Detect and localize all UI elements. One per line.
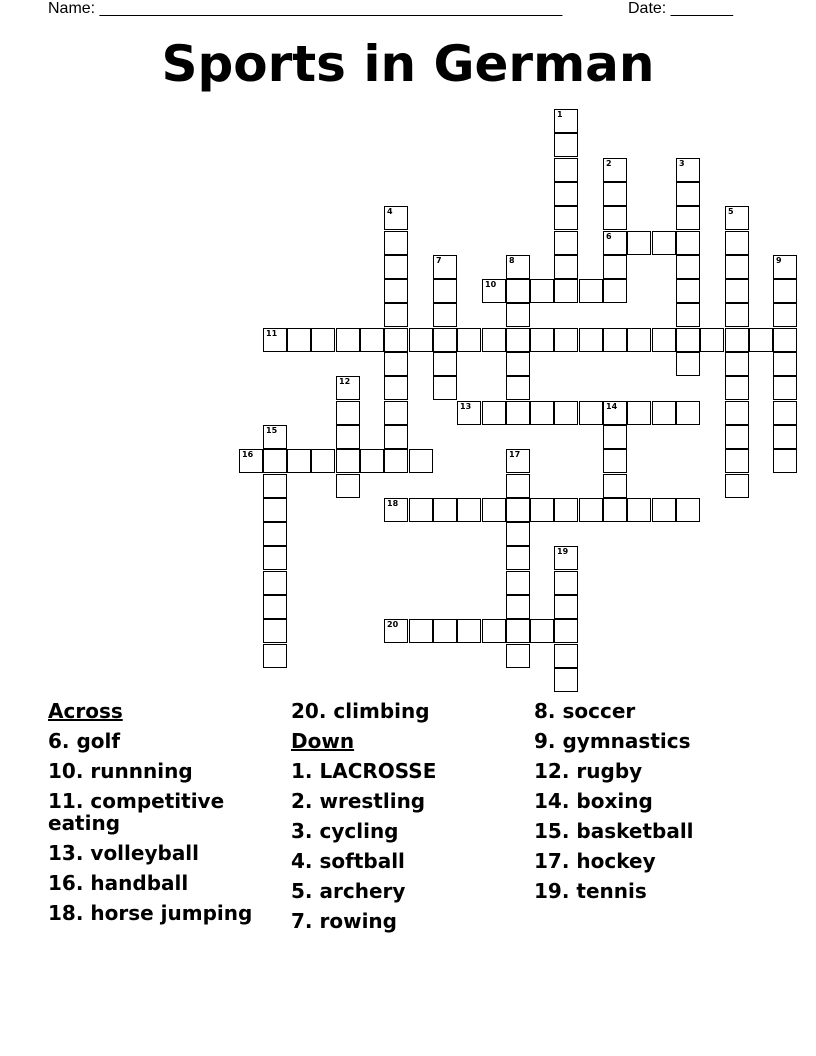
grid-cell[interactable] — [506, 474, 530, 498]
clue-number: 15 — [266, 426, 278, 435]
grid-cell[interactable] — [554, 619, 578, 643]
grid-cell[interactable] — [676, 303, 700, 327]
grid-cell[interactable] — [336, 328, 360, 352]
grid-cell[interactable] — [409, 498, 433, 522]
grid-cell[interactable] — [336, 376, 360, 400]
clue-across-10: 10. runnning — [48, 759, 193, 783]
clue-across-18: 18. horse jumping — [48, 901, 253, 925]
grid-cell[interactable] — [725, 474, 749, 498]
name-field-label: Name: ____________________________________________________ — [48, 0, 563, 17]
grid-cell[interactable] — [603, 231, 627, 255]
grid-cell[interactable] — [433, 303, 457, 327]
grid-cell[interactable] — [603, 401, 627, 425]
grid-cell[interactable] — [676, 182, 700, 206]
grid-cell[interactable] — [603, 158, 627, 182]
clue-number: 16 — [242, 450, 254, 459]
grid-cell[interactable] — [725, 303, 749, 327]
grid-cell[interactable] — [336, 449, 360, 473]
down-heading: Down — [291, 729, 355, 753]
grid-cell[interactable] — [554, 182, 578, 206]
grid-cell[interactable] — [506, 401, 530, 425]
clue-down-15: 15. basketball — [534, 819, 694, 843]
grid-cell[interactable] — [384, 376, 408, 400]
clue-number: 12 — [339, 377, 351, 386]
grid-cell[interactable] — [263, 546, 287, 570]
clue-number: 14 — [606, 402, 618, 411]
grid-cell[interactable] — [652, 498, 676, 522]
clue-number: 1 — [557, 110, 563, 119]
grid-cell[interactable] — [725, 401, 749, 425]
grid-cell[interactable] — [384, 328, 408, 352]
grid-cell[interactable] — [554, 546, 578, 570]
grid-cell[interactable] — [725, 279, 749, 303]
grid-cell[interactable] — [554, 571, 578, 595]
grid-cell[interactable] — [433, 255, 457, 279]
grid-cell[interactable] — [482, 279, 506, 303]
grid-cell[interactable] — [773, 352, 797, 376]
grid-cell[interactable] — [336, 401, 360, 425]
grid-cell[interactable] — [725, 206, 749, 230]
clue-column-3 — [534, 700, 759, 910]
grid-cell[interactable] — [433, 498, 457, 522]
grid-cell[interactable] — [773, 303, 797, 327]
grid-cell[interactable] — [530, 279, 554, 303]
grid-cell[interactable] — [554, 498, 578, 522]
grid-cell[interactable] — [676, 498, 700, 522]
grid-cell[interactable] — [506, 595, 530, 619]
clue-down-19: 19. tennis — [534, 879, 647, 903]
clue-number: 11 — [266, 329, 278, 338]
grid-cell[interactable] — [360, 449, 384, 473]
clue-across-13: 13. volleyball — [48, 841, 200, 865]
grid-cell[interactable] — [360, 328, 384, 352]
grid-cell[interactable] — [676, 206, 700, 230]
clue-number: 13 — [460, 402, 472, 411]
grid-cell[interactable] — [433, 279, 457, 303]
grid-cell[interactable] — [554, 595, 578, 619]
grid-cell[interactable] — [263, 595, 287, 619]
clue-number: 3 — [679, 159, 685, 168]
grid-cell[interactable] — [263, 619, 287, 643]
clue-number: 6 — [606, 232, 612, 241]
grid-cell[interactable] — [579, 328, 603, 352]
clue-down-7: 7. rowing — [291, 909, 397, 933]
grid-cell[interactable] — [506, 255, 530, 279]
clue-column-1 — [48, 700, 273, 932]
grid-cell[interactable] — [603, 182, 627, 206]
grid-cell[interactable] — [627, 498, 651, 522]
grid-cell[interactable] — [239, 449, 263, 473]
grid-cell[interactable] — [554, 109, 578, 133]
grid-cell[interactable] — [506, 546, 530, 570]
grid-cell[interactable] — [725, 449, 749, 473]
grid-cell[interactable] — [603, 474, 627, 498]
grid-cell[interactable] — [311, 449, 335, 473]
grid-cell[interactable] — [287, 449, 311, 473]
grid-cell[interactable] — [457, 619, 481, 643]
clue-down-12: 12. rugby — [534, 759, 643, 783]
clue-number: 17 — [509, 450, 521, 459]
grid-cell[interactable] — [482, 328, 506, 352]
grid-cell[interactable] — [384, 352, 408, 376]
grid-cell[interactable] — [530, 328, 554, 352]
clue-down-1: 1. LACROSSE — [291, 759, 437, 783]
grid-cell[interactable] — [384, 206, 408, 230]
grid-cell[interactable] — [506, 352, 530, 376]
grid-cell[interactable] — [603, 425, 627, 449]
grid-cell[interactable] — [554, 255, 578, 279]
clue-number: 4 — [387, 207, 393, 216]
grid-cell[interactable] — [554, 158, 578, 182]
grid-cell[interactable] — [554, 668, 578, 692]
grid-cell[interactable] — [384, 425, 408, 449]
clue-down-3: 3. cycling — [291, 819, 399, 843]
grid-cell[interactable] — [384, 401, 408, 425]
grid-cell[interactable] — [554, 328, 578, 352]
grid-cell[interactable] — [676, 231, 700, 255]
grid-cell[interactable] — [554, 401, 578, 425]
grid-cell[interactable] — [457, 498, 481, 522]
grid-cell[interactable] — [603, 206, 627, 230]
grid-cell[interactable] — [627, 328, 651, 352]
clue-number: 20 — [387, 620, 399, 629]
grid-cell[interactable] — [773, 328, 797, 352]
grid-cell[interactable] — [506, 279, 530, 303]
grid-cell[interactable] — [676, 255, 700, 279]
clue-across-11: 11. competitive eating — [48, 789, 225, 835]
clue-across-20: 20. climbing — [291, 699, 430, 723]
grid-cell[interactable] — [530, 401, 554, 425]
clue-down-4: 4. softball — [291, 849, 405, 873]
grid-cell[interactable] — [603, 279, 627, 303]
grid-cell[interactable] — [384, 279, 408, 303]
grid-cell[interactable] — [336, 425, 360, 449]
grid-cell[interactable] — [506, 522, 530, 546]
clue-column-2 — [291, 700, 516, 940]
grid-cell[interactable] — [433, 328, 457, 352]
grid-cell[interactable] — [384, 498, 408, 522]
grid-cell[interactable] — [725, 352, 749, 376]
grid-cell[interactable] — [457, 328, 481, 352]
grid-cell[interactable] — [603, 449, 627, 473]
grid-cell[interactable] — [506, 328, 530, 352]
grid-cell[interactable] — [506, 498, 530, 522]
grid-cell[interactable] — [554, 231, 578, 255]
grid-cell[interactable] — [676, 328, 700, 352]
page-title: Sports in German — [161, 35, 655, 93]
clue-number: 19 — [557, 547, 569, 556]
grid-cell[interactable] — [700, 328, 724, 352]
grid-cell[interactable] — [530, 619, 554, 643]
grid-cell[interactable] — [482, 619, 506, 643]
grid-cell[interactable] — [263, 449, 287, 473]
grid-cell[interactable] — [530, 498, 554, 522]
grid-cell[interactable] — [652, 231, 676, 255]
clue-down-14: 14. boxing — [534, 789, 653, 813]
grid-cell[interactable] — [506, 303, 530, 327]
grid-cell[interactable] — [506, 571, 530, 595]
clue-number: 5 — [728, 207, 734, 216]
grid-cell[interactable] — [652, 328, 676, 352]
grid-cell[interactable] — [482, 401, 506, 425]
grid-cell[interactable] — [457, 401, 481, 425]
grid-cell[interactable] — [603, 328, 627, 352]
grid-cell[interactable] — [409, 619, 433, 643]
clue-down-9: 9. gymnastics — [534, 729, 691, 753]
grid-cell[interactable] — [263, 425, 287, 449]
clue-number: 18 — [387, 499, 399, 508]
grid-cell[interactable] — [725, 231, 749, 255]
clue-number: 8 — [509, 256, 515, 265]
grid-cell[interactable] — [384, 303, 408, 327]
grid-cell[interactable] — [409, 328, 433, 352]
grid-cell[interactable] — [603, 498, 627, 522]
grid-cell[interactable] — [506, 376, 530, 400]
grid-cell[interactable] — [482, 498, 506, 522]
grid-cell[interactable] — [384, 231, 408, 255]
grid-cell[interactable] — [384, 619, 408, 643]
across-heading: Across — [48, 699, 123, 723]
clue-number: 7 — [436, 256, 442, 265]
grid-cell[interactable] — [579, 279, 603, 303]
grid-cell[interactable] — [773, 425, 797, 449]
grid-cell[interactable] — [676, 401, 700, 425]
grid-cell[interactable] — [554, 206, 578, 230]
clue-down-5: 5. archery — [291, 879, 406, 903]
grid-cell[interactable] — [652, 401, 676, 425]
grid-cell[interactable] — [579, 401, 603, 425]
grid-cell[interactable] — [773, 449, 797, 473]
grid-cell[interactable] — [603, 255, 627, 279]
clue-down-2: 2. wrestling — [291, 789, 426, 813]
grid-cell[interactable] — [263, 498, 287, 522]
grid-cell[interactable] — [725, 255, 749, 279]
date-field-label: Date: _______ — [628, 0, 733, 17]
grid-cell[interactable] — [311, 328, 335, 352]
grid-cell[interactable] — [554, 279, 578, 303]
grid-cell[interactable] — [409, 449, 433, 473]
clue-across-6: 6. golf — [48, 729, 121, 753]
grid-cell[interactable] — [554, 133, 578, 157]
grid-cell[interactable] — [263, 474, 287, 498]
clue-down-8: 8. soccer — [534, 699, 636, 723]
grid-cell[interactable] — [725, 376, 749, 400]
grid-cell[interactable] — [433, 376, 457, 400]
grid-cell[interactable] — [506, 619, 530, 643]
grid-cell[interactable] — [773, 279, 797, 303]
grid-cell[interactable] — [725, 328, 749, 352]
grid-cell[interactable] — [579, 498, 603, 522]
grid-cell[interactable] — [627, 401, 651, 425]
grid-cell[interactable] — [725, 425, 749, 449]
grid-cell[interactable] — [676, 158, 700, 182]
grid-cell[interactable] — [506, 644, 530, 668]
grid-cell[interactable] — [676, 352, 700, 376]
grid-cell[interactable] — [287, 328, 311, 352]
grid-cell[interactable] — [506, 449, 530, 473]
grid-cell[interactable] — [263, 571, 287, 595]
grid-cell[interactable] — [263, 644, 287, 668]
grid-cell[interactable] — [263, 328, 287, 352]
clue-across-16: 16. handball — [48, 871, 189, 895]
grid-cell[interactable] — [384, 255, 408, 279]
clue-number: 2 — [606, 159, 612, 168]
grid-cell[interactable] — [554, 644, 578, 668]
grid-cell[interactable] — [384, 449, 408, 473]
grid-cell[interactable] — [336, 474, 360, 498]
grid-cell[interactable] — [773, 376, 797, 400]
grid-cell[interactable] — [627, 231, 651, 255]
clue-number: 10 — [485, 280, 497, 289]
grid-cell[interactable] — [676, 279, 700, 303]
grid-cell[interactable] — [433, 352, 457, 376]
clue-down-17: 17. hockey — [534, 849, 656, 873]
grid-cell[interactable] — [773, 255, 797, 279]
grid-cell[interactable] — [749, 328, 773, 352]
clue-number: 9 — [776, 256, 782, 265]
grid-cell[interactable] — [773, 401, 797, 425]
grid-cell[interactable] — [433, 619, 457, 643]
grid-cell[interactable] — [263, 522, 287, 546]
